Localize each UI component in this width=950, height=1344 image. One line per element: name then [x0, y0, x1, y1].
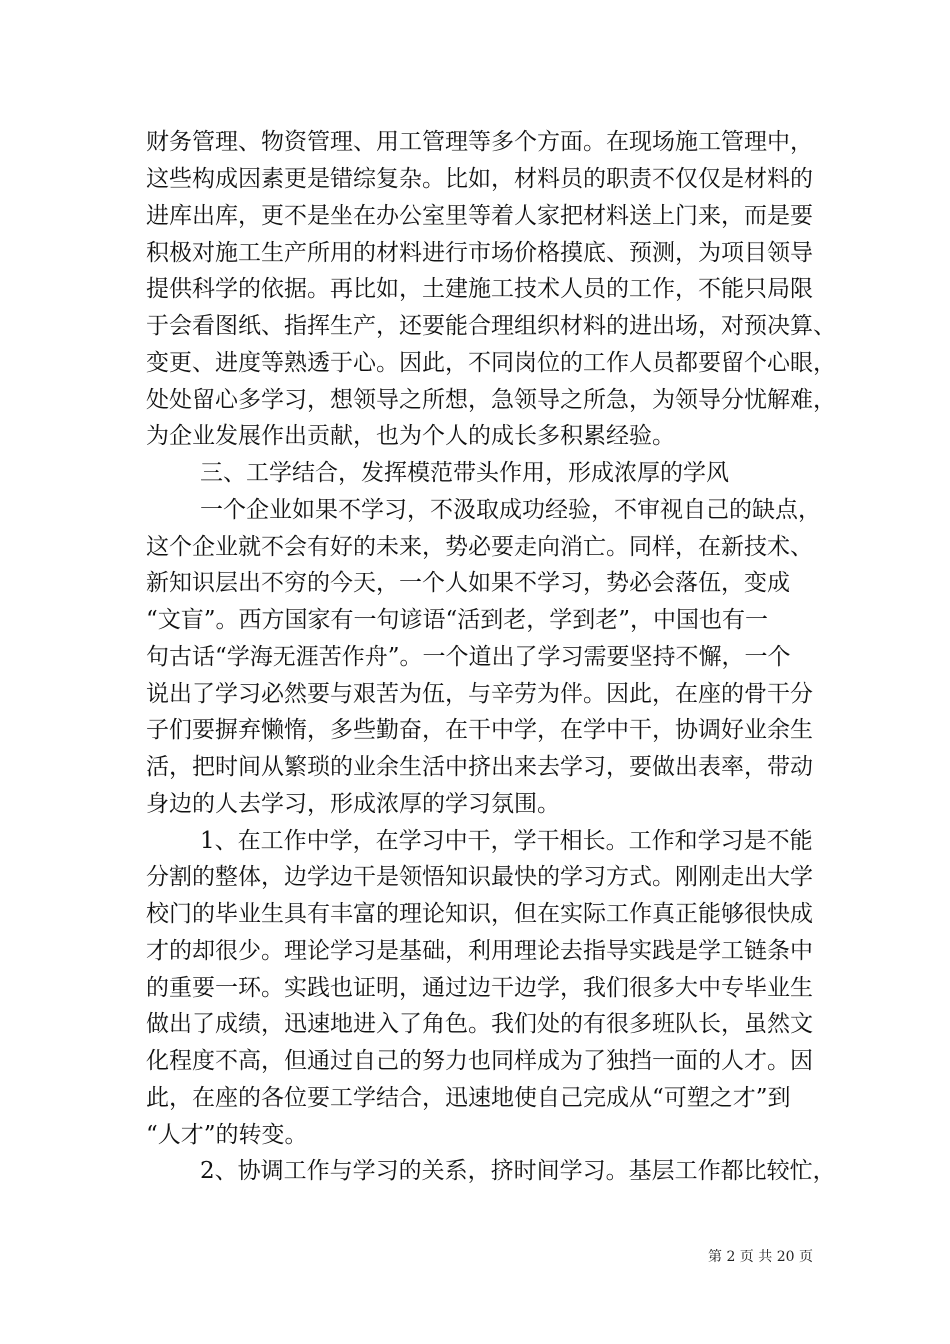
text-line: 财务管理、物资管理、用工管理等多个方面。在现场施工管理中，	[146, 129, 813, 155]
text-line: 变更、进度等熟透于心。因此，不同岗位的工作人员都要留个心眼，	[146, 350, 836, 376]
text-line: 活，把时间从繁琐的业余生活中挤出来去学习，要做出表率，带动	[146, 754, 813, 780]
text-line: 进库出库，更不是坐在办公室里等着人家把材料送上门来，而是要	[146, 203, 813, 229]
text-line: 分割的整体，边学边干是领悟知识最快的学习方式。刚刚走出大学	[146, 864, 813, 890]
paragraph-start: 一个企业如果不学习，不汲取成功经验，不审视自己的缺点，	[200, 497, 821, 523]
text-line: 身边的人去学习，形成浓厚的学习氛围。	[146, 791, 560, 817]
text-line: “文盲”。西方国家有一句谚语“活到老，学到老”，中国也有一	[146, 607, 769, 633]
text-line: 子们要摒弃懒惰，多些勤奋，在干中学，在学中干，协调好业余生	[146, 717, 813, 743]
text-line: 校门的毕业生具有丰富的理论知识，但在实际工作真正能够很快成	[146, 901, 813, 927]
text-line: 的重要一环。实践也证明，通过边干边学，我们很多大中专毕业生	[146, 975, 813, 1001]
paragraph-start: 1、在工作中学，在学习中干，学干相长。工作和学习是不能	[200, 828, 813, 854]
page-number-footer: 第 2 页 共 20 页	[708, 1249, 813, 1265]
text-line: 这些构成因素更是错综复杂。比如，材料员的职责不仅仅是材料的	[146, 166, 813, 192]
text-line: 积极对施工生产所用的材料进行市场价格摸底、预测，为项目领导	[146, 240, 813, 266]
text-line: 说出了学习必然要与艰苦为伍，与辛劳为伴。因此，在座的骨干分	[146, 681, 813, 707]
text-line: 才的却很少。理论学习是基础，利用理论去指导实践是学工链条中	[146, 938, 813, 964]
text-line: “人才”的转变。	[146, 1122, 308, 1148]
text-line: 提供科学的依据。再比如，土建施工技术人员的工作，不能只局限	[146, 276, 813, 302]
paragraph-start: 2、协调工作与学习的关系，挤时间学习。基层工作都比较忙，	[200, 1158, 836, 1184]
text-line: 这个企业就不会有好的未来，势必要走向消亡。同样，在新技术、	[146, 534, 813, 560]
text-line: 化程度不高，但通过自己的努力也同样成为了独挡一面的人才。因	[146, 1048, 813, 1074]
text-line: 做出了成绩，迅速地进入了角色。我们处的有很多班队长，虽然文	[146, 1011, 813, 1037]
text-line: 于会看图纸、指挥生产，还要能合理组织材料的进出场，对预决算、	[146, 313, 836, 339]
section-heading: 三、工学结合，发挥模范带头作用，形成浓厚的学风	[200, 460, 729, 486]
text-line: 句古话“学海无涯苦作舟”。一个道出了学习需要坚持不懈，一个	[146, 644, 791, 670]
text-line: 新知识层出不穷的今天，一个人如果不学习，势必会落伍，变成	[146, 570, 790, 596]
text-line: 为企业发展作出贡献，也为个人的成长多积累经验。	[146, 423, 675, 449]
text-line: 此，在座的各位要工学结合，迅速地使自己完成从“可塑之才”到	[146, 1085, 791, 1111]
text-line: 处处留心多学习，想领导之所想，急领导之所急，为领导分忧解难，	[146, 387, 836, 413]
